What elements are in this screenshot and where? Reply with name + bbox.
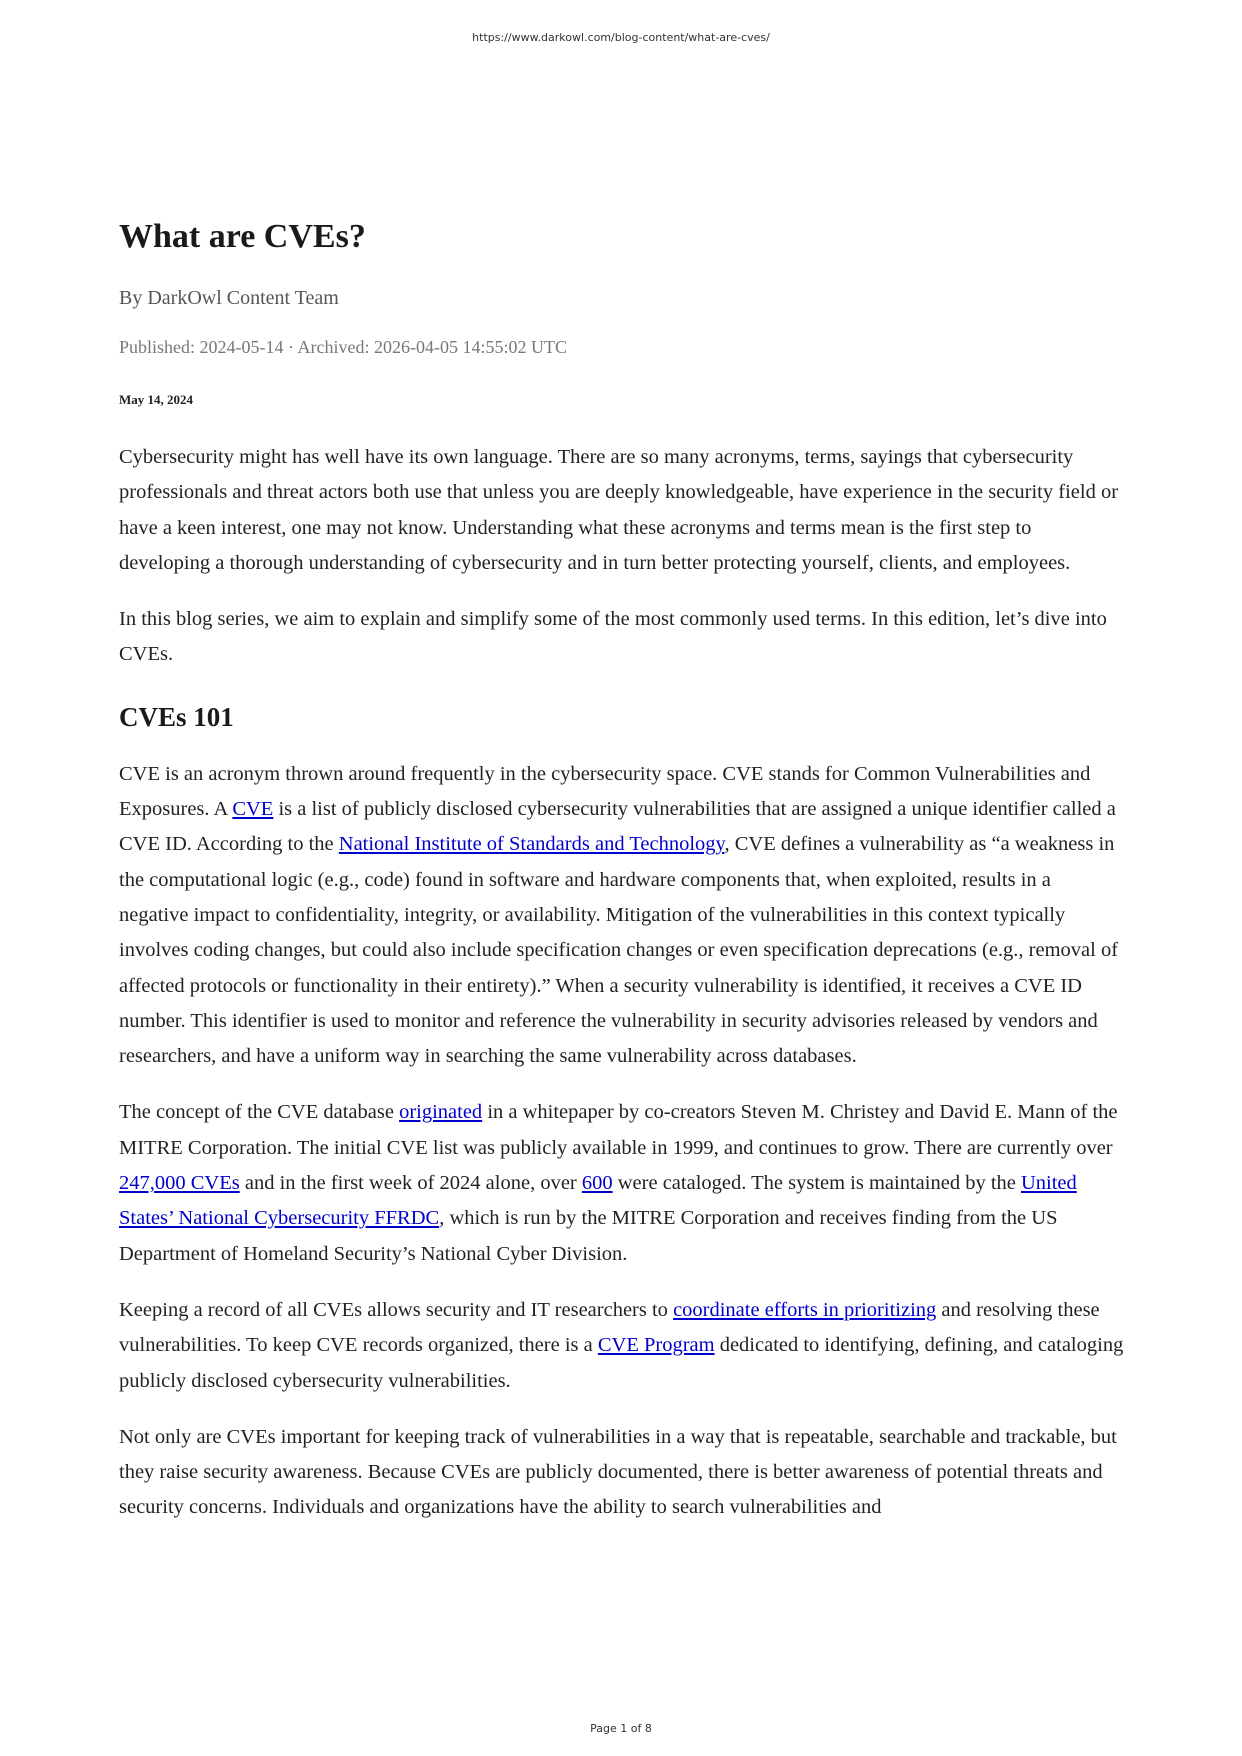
link-originated[interactable]: originated	[399, 1101, 483, 1124]
link-nist[interactable]: National Institute of Standards and Technology	[338, 833, 725, 856]
text: and in the first week of 2024 alone, over	[239, 1172, 582, 1195]
text: in a whitepaper by co-creators Steven M. Christey and David E. Mann of the MITRE Corporation. The initial CVE list was publicly available in 1999, and continues to grow. There are currently over	[119, 1101, 1118, 1159]
link-600[interactable]: 600	[581, 1172, 613, 1195]
page-url-header: https://www.darkowl.com/blog-content/what-are-cves/	[472, 31, 770, 44]
text: CVE is an acronym thrown around frequently in the cybersecurity space. CVE stands for Common Vulnerabilities and Exposures. A	[119, 762, 1091, 821]
article	[119, 212, 1124, 1547]
article-meta: Published: 2024-05-14 · Archived: 2026-04-05 14:55:02 UTC	[119, 337, 567, 357]
paragraph-series: In this blog series, we aim to explain and simplify some of the most commonly used terms. In this edition, let’s dive into CVEs.	[119, 608, 1107, 666]
text: is a list of publicly disclosed cybersecurity vulnerabilities that are assigned a unique identifier called a CVE ID. According to the	[119, 798, 1116, 856]
text: and resolving these vulnerabilities. To keep CVE records organized, there is a	[119, 1298, 1100, 1357]
paragraph-cve-definition	[119, 757, 1124, 1075]
paragraph-cve-history	[119, 1095, 1124, 1271]
paragraph-intro: Cybersecurity might has well have its own language. There are so many acronyms, terms, sayings that cybersecurity professionals and threat actors both use that unless you are deeply knowledgeable, have experience in the security field or have a keen interest, one may not know. Understanding what these acronyms and terms mean is the first step to developing a thorough understanding of cybersecurity and in turn better protecting yourself, clients, and employees.	[119, 446, 1119, 574]
text: dedicated to identifying, defining, and cataloging publicly disclosed cybersecurity vulnerabilities.	[119, 1334, 1124, 1392]
link-cve[interactable]: CVE	[232, 798, 274, 821]
link-cve-count[interactable]: 247,000 CVEs	[119, 1172, 240, 1195]
text: The concept of the CVE database	[119, 1101, 400, 1124]
link-ffrdc[interactable]: United States’ National Cybersecurity FFRDC	[119, 1172, 1077, 1230]
text: Keeping a record of all CVEs allows security and IT researchers to	[119, 1298, 674, 1321]
article-title: What are CVEs?	[119, 218, 366, 255]
page-number: Page 1 of 8	[590, 1722, 652, 1735]
paragraph-cve-records	[119, 1293, 1124, 1399]
text: , which is run by the MITRE Corporation and receives finding from the US Department of Homeland Security’s National Cyber Division.	[119, 1207, 1058, 1265]
article-date: May 14, 2024	[119, 392, 194, 407]
text: were cataloged. The system is maintained by the	[612, 1172, 1021, 1195]
link-cve-program[interactable]: CVE Program	[597, 1334, 715, 1357]
article-byline: By DarkOwl Content Team	[119, 287, 339, 309]
text: , CVE defines a vulnerability as “a weakness in the computational logic (e.g., code) found in software and hardware components that, when exploited, results in a negative impact to confidentiality, integrity, or availability. Mitigation of the vulnerabilities in this context typically involves coding changes, but could also include specification changes or even specification deprecations (e.g., removal of affected protocols or functionality in their entirety).” When a security vulnerability is identified, it receives a CVE ID number. This identifier is used to monitor and reference the vulnerability in security advisories released by vendors and researchers, and have a uniform way in searching the same vulnerability across databases.	[119, 833, 1119, 1068]
paragraph-awareness: Not only are CVEs important for keeping track of vulnerabilities in a way that is repeatable, searchable and trackable, but they raise security awareness. Because CVEs are publicly documented, there is better awareness of potential threats and security concerns. Individuals and organizations have the ability to search vulnerabilities and	[119, 1425, 1117, 1519]
section-heading: CVEs 101	[119, 701, 234, 732]
link-coordinate-efforts[interactable]: coordinate efforts in prioritizing	[673, 1298, 937, 1321]
